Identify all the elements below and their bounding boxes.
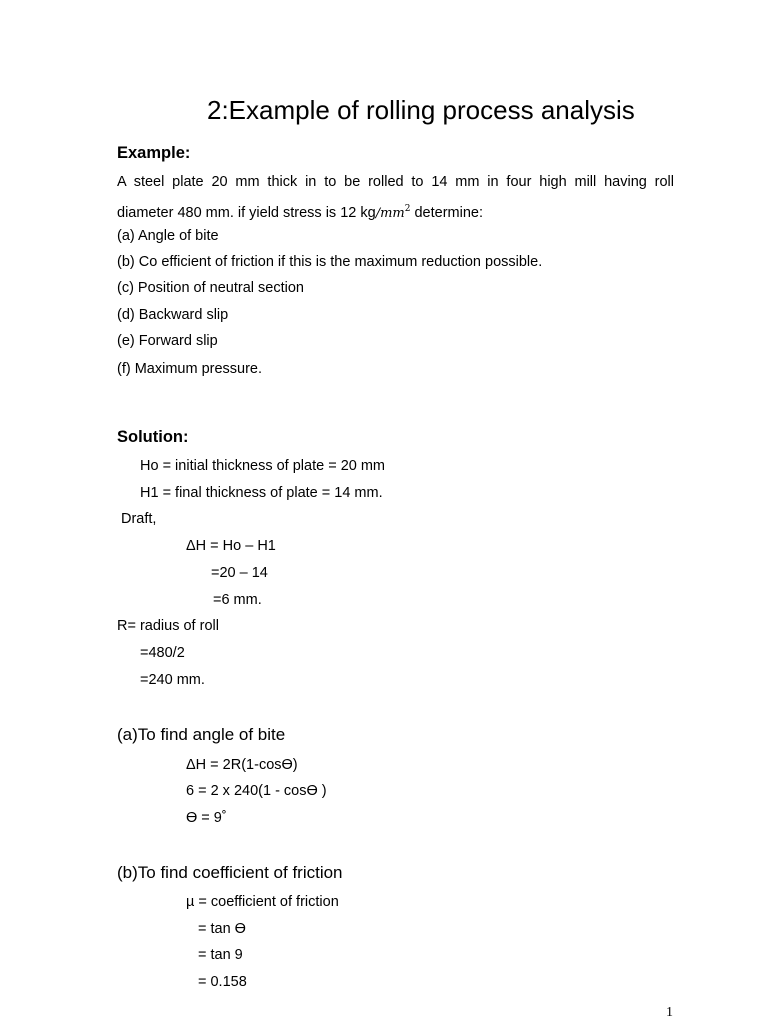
solution-heading: Solution:: [117, 428, 189, 446]
unit-mm-squared: $/mm^2$: [375, 204, 411, 221]
question-item-b: (b) Co efficient of friction if this is the maximum reduction possible.: [117, 254, 543, 270]
question-item-f: (f) Maximum pressure.: [117, 361, 263, 377]
page-title: 2:Example of rolling process analysis: [207, 95, 635, 125]
part-a-line: ϴ = 9˚: [186, 810, 227, 826]
part-b-line: µ = coefficient of friction: [186, 894, 339, 910]
part-a-heading: (a)To find angle of bite: [117, 725, 286, 744]
solution-line: Ho = initial thickness of plate = 20 mm: [140, 458, 386, 474]
solution-line: R= radius of roll: [117, 618, 219, 634]
question-item-a: (a) Angle of bite: [117, 228, 219, 244]
part-a-line: ΔH = 2R(1-cosϴ): [186, 757, 298, 773]
solution-line: =240 mm.: [140, 672, 205, 688]
problem-statement-line-2: [117, 200, 483, 223]
problem-statement-text-end: determine:: [410, 205, 484, 221]
solution-line: =480/2: [140, 645, 185, 661]
solution-line: =6 mm.: [213, 592, 262, 608]
part-b-line: = tan 9: [198, 947, 243, 963]
question-item-e: (e) Forward slip: [117, 333, 218, 349]
solution-line: ΔH = Ho – H1: [186, 538, 276, 554]
solution-line: =20 – 14: [211, 565, 268, 581]
question-item-c: (c) Position of neutral section: [117, 280, 304, 296]
part-b-heading: (b)To find coefficient of friction: [117, 863, 343, 882]
question-item-d: (d) Backward slip: [117, 307, 229, 323]
solution-line: H1 = final thickness of plate = 14 mm.: [140, 485, 383, 501]
part-b-line: = tan ϴ: [198, 921, 246, 937]
problem-statement-text: diameter 480 mm. if yield stress is 12 kg: [117, 205, 376, 221]
example-heading: Example:: [117, 144, 191, 162]
page-number: 1: [666, 1005, 673, 1020]
part-a-line: 6 = 2 x 240(1 - cosϴ ): [186, 783, 327, 799]
problem-statement-line-1: A steel plate 20 mm thick in to be rolled to 14 mm in four high mill having roll: [117, 174, 674, 190]
part-b-line: = 0.158: [198, 974, 247, 990]
solution-line: Draft,: [121, 511, 157, 527]
